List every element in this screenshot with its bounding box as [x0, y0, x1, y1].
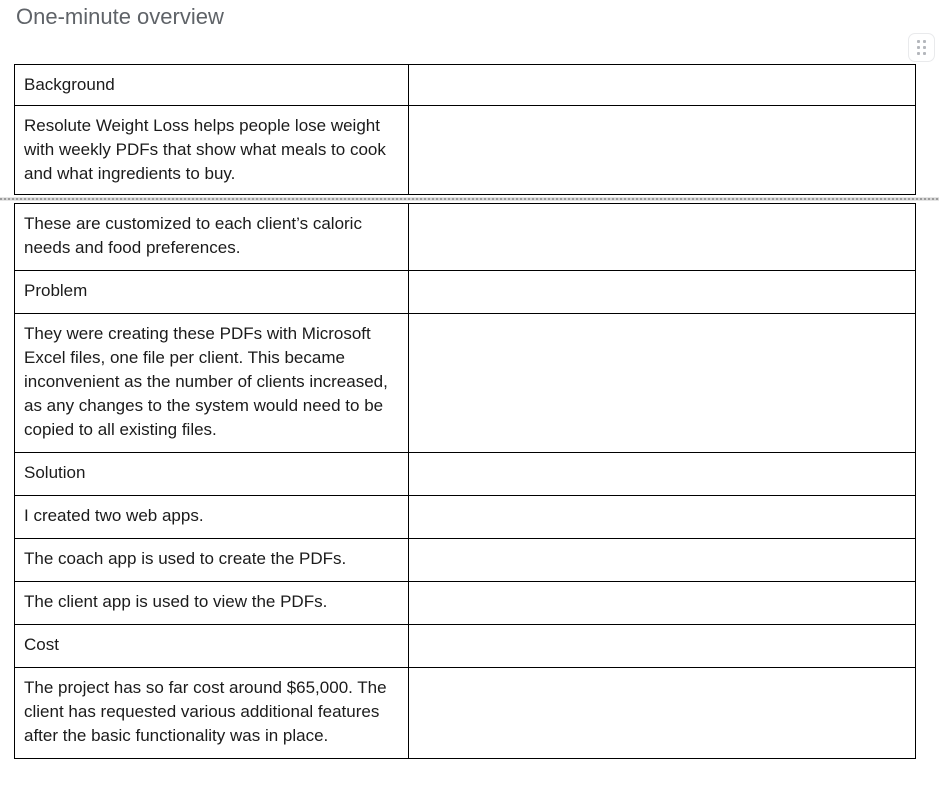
table-cell-right[interactable]: [409, 271, 916, 314]
grid-dots-icon: [917, 40, 926, 55]
table-cell-left[interactable]: I created two web apps.: [15, 496, 409, 539]
table-row: [15, 582, 916, 625]
table-row: [15, 106, 916, 195]
table-row: [15, 496, 916, 539]
table-cell-left[interactable]: Resolute Weight Loss helps people lose weight with weekly PDFs that show what meals to cook and what ingredients to buy.: [15, 106, 409, 195]
table-cell-left[interactable]: The coach app is used to create the PDFs.: [15, 539, 409, 582]
table-cell-right[interactable]: [409, 453, 916, 496]
table-row: [15, 204, 916, 271]
table-cell-right[interactable]: [409, 496, 916, 539]
overview-table-page2: [14, 203, 916, 759]
table-row: [15, 65, 916, 106]
table-cell-right[interactable]: [409, 582, 916, 625]
table-row: [15, 314, 916, 453]
table-cell-left[interactable]: Solution: [15, 453, 409, 496]
table-cell-left[interactable]: They were creating these PDFs with Microsoft Excel files, one file per client. This became inconvenient as the number of clients increased, as any changes to the system would need to be copied to all existing files.: [15, 314, 409, 453]
table-drag-handle-button[interactable]: [908, 33, 935, 62]
overview-table-page1: [14, 64, 916, 195]
table-row: [15, 453, 916, 496]
table-cell-right[interactable]: [409, 314, 916, 453]
table-row: [15, 668, 916, 759]
table-row: [15, 271, 916, 314]
table-cell-left[interactable]: The client app is used to view the PDFs.: [15, 582, 409, 625]
document-title[interactable]: One-minute overview: [16, 4, 224, 29]
table-row: [15, 625, 916, 668]
table-cell-right[interactable]: [409, 204, 916, 271]
table-cell-right[interactable]: [409, 65, 916, 106]
table-cell-right[interactable]: [409, 106, 916, 195]
table-cell-right[interactable]: [409, 668, 916, 759]
table-cell-left[interactable]: Background: [15, 65, 409, 106]
table-cell-left[interactable]: The project has so far cost around $65,000. The client has requested various additional features after the basic functionality was in place.: [15, 668, 409, 759]
table-cell-left[interactable]: These are customized to each client’s caloric needs and food preferences.: [15, 204, 409, 271]
table-body-page1: [15, 65, 916, 195]
table-body-page2: [15, 204, 916, 759]
table-cell-left[interactable]: Problem: [15, 271, 409, 314]
table-cell-right[interactable]: [409, 539, 916, 582]
table-cell-right[interactable]: [409, 625, 916, 668]
page-break-line: [0, 197, 939, 201]
table-row: [15, 539, 916, 582]
table-cell-left[interactable]: Cost: [15, 625, 409, 668]
